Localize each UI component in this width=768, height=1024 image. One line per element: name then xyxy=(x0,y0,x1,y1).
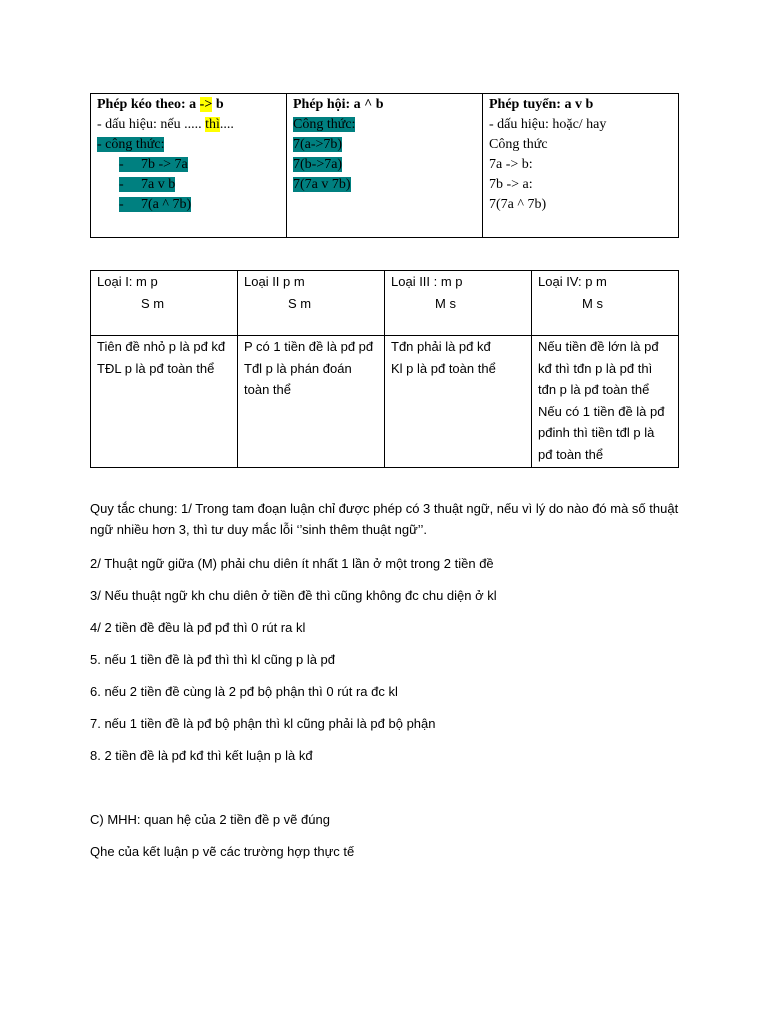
rule-3: 3/ Nếu thuật ngữ kh chu diên ở tiền đề thì cũng không đc chu diện ở kl xyxy=(90,588,497,603)
figure-2-rule: P có 1 tiền đề là pđ pđ Tđl p là phán đoán toàn thể xyxy=(238,336,385,468)
conjunction-cell xyxy=(287,94,483,238)
figure-2-header: Loại II p m S m xyxy=(238,271,385,336)
conjunction-formula-1: 7(a->7b) xyxy=(293,137,343,152)
implication-formula-1: 7b -> 7a xyxy=(141,157,188,172)
rule-7: 7. nếu 1 tiền đề là pđ bộ phận thì kl cũng phải là pđ bộ phận xyxy=(90,716,436,731)
general-rules-paragraph: Quy tắc chung: 1/ Trong tam đoạn luận chỉ được phép có 3 thuật ngữ, nếu vì lý do nào đó mà số thuật ngữ nhiều hơn 3, thì tư duy mắc lỗi ‘’sinh thêm thuật ngữ’’. xyxy=(90,501,679,537)
disjunction-title: Phép tuyển: a v b xyxy=(489,97,594,112)
syllogism-figures-table xyxy=(90,270,679,468)
rule-5: 5. nếu 1 tiền đề là pđ thì thì kl cũng p là pđ xyxy=(90,652,336,667)
conjunction-title: Phép hội: a ^ b xyxy=(293,97,384,112)
figure-4-header: Loại IV: p m M s xyxy=(532,271,679,336)
implication-title: Phép kéo theo: a -> b xyxy=(97,97,224,112)
implication-cell: Phép kéo theo: a -> b - dấu hiệu: nếu ..... thì.... - công thức: - 7b -> 7a - 7a v b - 7(a ^ 7b) xyxy=(91,94,287,238)
rule-8: 8. 2 tiền đề là pđ kđ thì kết luận p là kđ xyxy=(90,748,313,763)
disjunction-formula-1: 7a -> b: xyxy=(489,157,533,172)
rule-4: 4/ 2 tiền đề đều là pđ pđ thì 0 rút ra kl xyxy=(90,620,306,635)
note-mhh: C) MHH: quan hệ của 2 tiền đề p vẽ đúng xyxy=(90,812,330,827)
rule-6: 6. nếu 2 tiền đề cùng là 2 pđ bộ phận thì 0 rút ra đc kl xyxy=(90,684,398,699)
conjunction-formula-3: 7(7a v 7b) xyxy=(293,177,351,192)
disjunction-formula-2: 7b -> a: xyxy=(489,177,533,192)
logic-operations-table xyxy=(90,93,679,238)
rule-2: 2/ Thuật ngữ giữa (M) phải chu diên ít nhất 1 lần ở một trong 2 tiền đề xyxy=(90,556,494,571)
conjunction-formula-2: 7(b->7a) xyxy=(293,157,343,172)
implication-formula-3: 7(a ^ 7b) xyxy=(141,197,192,212)
implication-formula-2: 7a v b xyxy=(141,177,176,192)
conjunction-formula-label: Công thức: xyxy=(293,117,356,132)
disjunction-formula-3: 7(7a ^ 7b) xyxy=(489,197,547,212)
disjunction-cell xyxy=(483,94,679,238)
figure-1-rule: Tiên đề nhỏ p là pđ kđ TĐL p là pđ toàn thể xyxy=(91,336,238,468)
implication-formula-label: - công thức: xyxy=(97,137,165,152)
figure-4-rule: Nếu tiền đề lớn là pđ kđ thì tđn p là pđ thì tđn p là pđ toàn thể Nếu có 1 tiền đề là pđ pđinh thì tiền tđl p là pđ toàn thể xyxy=(532,336,679,468)
figure-3-rule: Tđn phải là pđ kđ Kl p là pđ toàn thể xyxy=(385,336,532,468)
figure-3-header: Loại III : m p M s xyxy=(385,271,532,336)
figure-1-header: Loại I: m p S m xyxy=(91,271,238,336)
disjunction-formula-label: Công thức xyxy=(489,137,548,152)
note-conclusion: Qhe của kết luận p vẽ các trường hợp thực tế xyxy=(90,844,355,859)
disjunction-sign: - dấu hiệu: hoặc/ hay xyxy=(489,117,607,132)
implication-sign: - dấu hiệu: nếu ..... thì.... xyxy=(97,117,234,132)
